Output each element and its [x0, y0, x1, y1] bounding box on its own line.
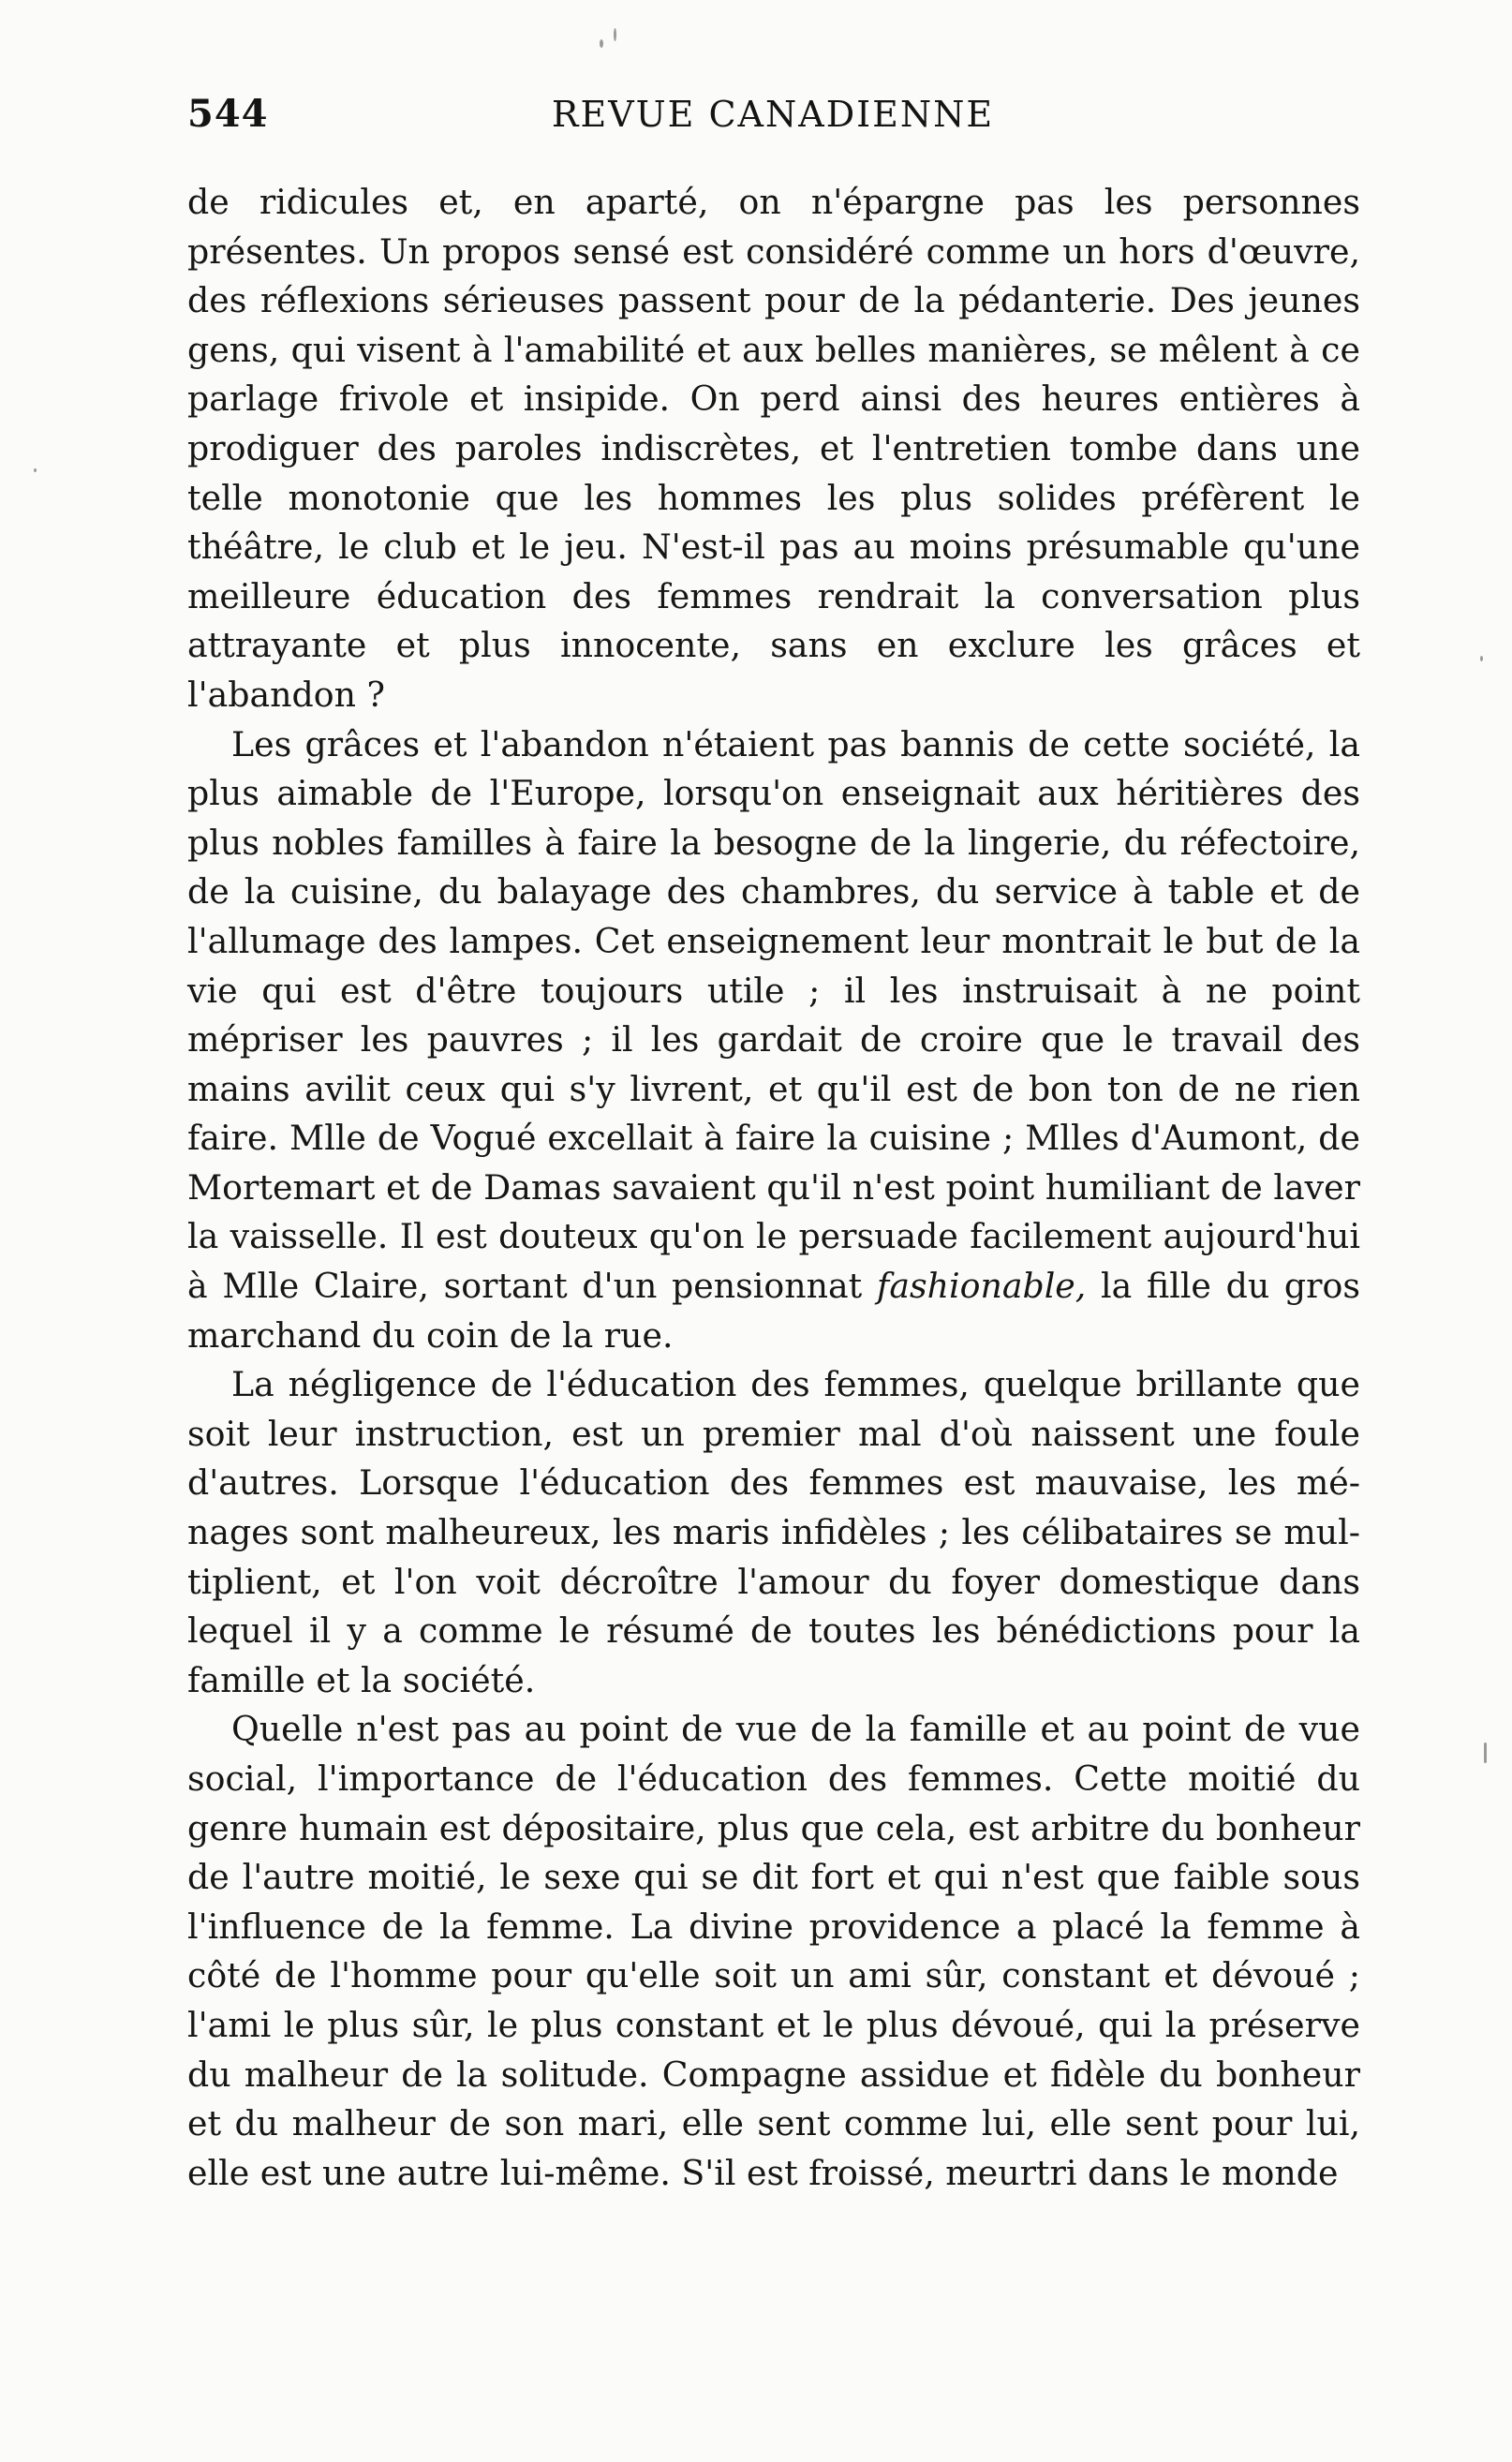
- body-text: [187, 178, 1360, 2198]
- paragraph-2-text-b: la fille du gros marchand du coin de la rue.: [187, 1266, 1360, 1356]
- scan-speck: [614, 28, 616, 41]
- scan-speck: [600, 39, 603, 48]
- scan-speck: [34, 468, 37, 472]
- page-header: [187, 92, 1358, 157]
- paragraph-2-text-a: Les grâces et l'abandon n'étaient pas bannis de cette société, la plus aimable de l'Europe, lorsqu'on enseignait aux héritières des plus nobles familles à faire la besogne de la lingerie, du réfectoire, de la cuisine, du balayage des chambres, du service à table et de l'allumage des lampes. Cet enseignement leur montrait le but de la vie qui est d'être toujours utile ; il les instruisait à ne point mépriser les pauvres ; il les gardait de croire que le travail des mains avilit ceux qui s'y livrent, et qu'il est de bon ton de ne rien faire. Mlle de Vogué excellait à faire la cuisine ; Mlles d'Aumont, de Mortemart et de Damas savaient qu'il n'est point humiliant de laver la vaisselle. Il est douteux qu'on le persuade facilement aujourd'hui à Mlle Claire, sortant d'un pensionnat: [187, 723, 1360, 1307]
- paragraph-1-text: de ridicules et, en aparté, on n'épargne pas les personnes présentes. Un propos sensé est considéré comme un hors d'œuvre, des réflexions sérieuses passent pour de la pédanterie. Des jeunes gens, qui visent à l'amabilité et aux belles manières, se mêlent à ce parlage frivole et insipide. On perd ainsi des heures entières à prodiguer des paroles indiscrètes, et l'entretien tombe dans une telle monotonie que les hommes les plus solides préfèrent le théâtre, le club et le jeu. N'est-il pas au moins présumable qu'une meilleure éducation des femmes rendrait la conversation plus attrayante et plus innocente, sans en exclure les grâces et l'abandon ?: [187, 182, 1360, 715]
- paragraph-1: [187, 178, 1360, 720]
- paragraph-2: [187, 720, 1360, 1361]
- paragraph-3: [187, 1360, 1360, 1705]
- running-title: REVUE CANADIENNE: [551, 94, 995, 135]
- paragraph-4-text: Quelle n'est pas au point de vue de la famille et au point de vue social, l'importance de l'éducation des femmes. Cette moitié du genre humain est dépositaire, plus que cela, est arbitre du bonheur de l'autre moitié, le sexe qui se dit fort et qui n'est que faible sous l'influence de la femme. La divine providence a placé la femme à côté de l'homme pour qu'elle soit un ami sûr, constant et dévoué ; l'ami le plus sûr, le plus constant et le plus dévoué, qui la préserve du malheur de la solitude. Compagne assidue et fidèle du bonheur et du malheur de son mari, elle sent comme lui, elle sent pour lui, elle est une autre lui-même. S'il est froissé, meurtri dans le monde: [187, 1709, 1360, 2193]
- paragraph-4: [187, 1705, 1360, 2198]
- italic-word-fashionable: fashionable,: [876, 1266, 1087, 1307]
- scan-speck: [1480, 656, 1483, 661]
- paragraph-3-text: La négligence de l'éducation des femmes, quelque brillante que soit leur instruction, est un premier mal d'où naissent une foule d'autres. Lorsque l'éducation des femmes est mauvaise, les ménages sont malheureux, les maris infidèles ; les célibataires se multiplient, et l'on voit décroître l'amour du foyer domestique dans lequel il y a comme le résumé de toutes les bénédictions pour la famille et la société.: [187, 1364, 1360, 1700]
- scan-speck: [1484, 1743, 1487, 1763]
- page-number: 544: [187, 92, 269, 136]
